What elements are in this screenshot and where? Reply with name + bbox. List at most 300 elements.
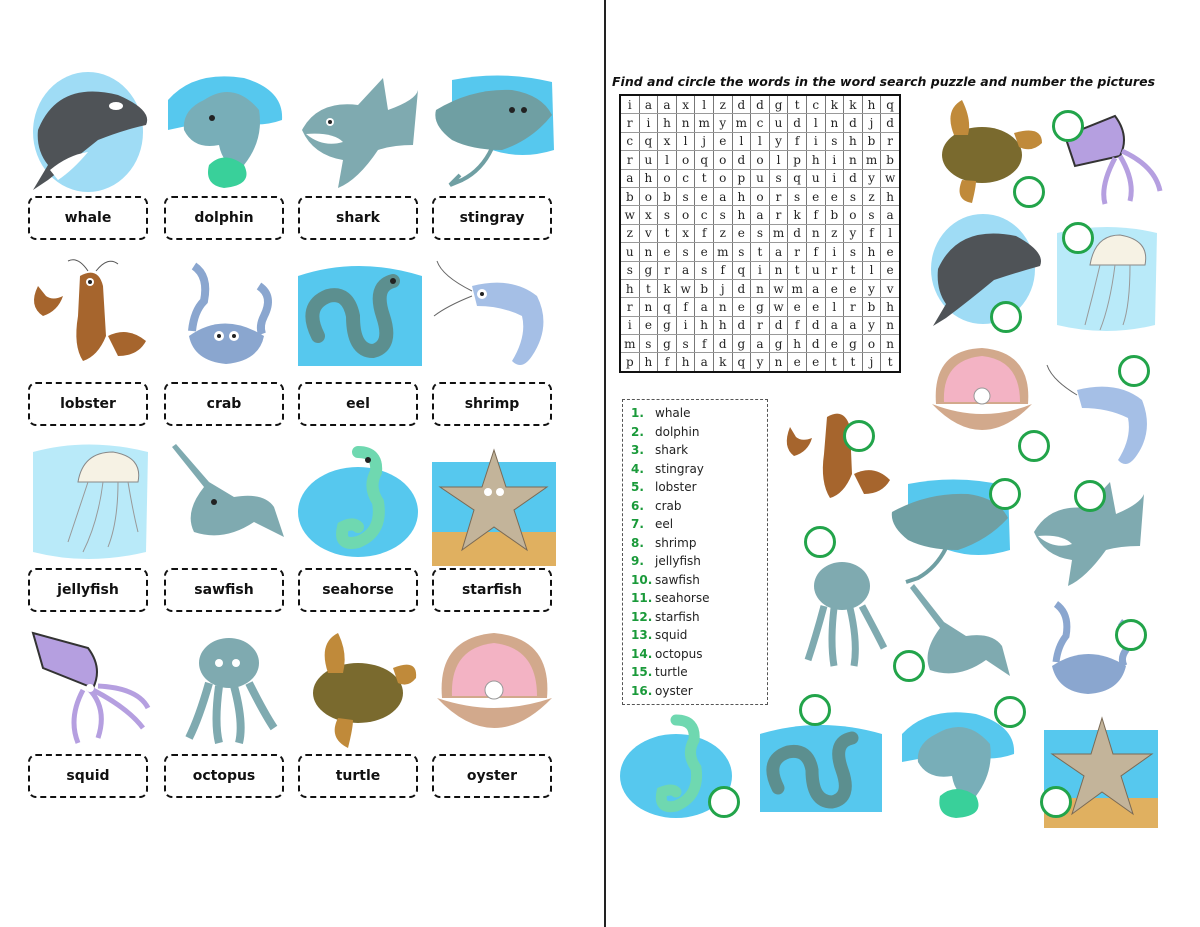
puzzle-letter[interactable]: h — [881, 298, 900, 316]
puzzle-letter[interactable]: a — [695, 298, 714, 316]
puzzle-letter[interactable]: n — [825, 114, 844, 132]
puzzle-letter[interactable]: i — [825, 169, 844, 187]
puzzle-letter[interactable]: w — [881, 169, 900, 187]
puzzle-letter[interactable]: q — [732, 261, 751, 279]
puzzle-letter[interactable]: y — [862, 279, 881, 297]
puzzle-letter[interactable]: e — [732, 298, 751, 316]
word-list-item — [631, 534, 767, 553]
puzzle-letter[interactable]: a — [825, 316, 844, 334]
puzzle-letter[interactable]: i — [751, 261, 770, 279]
puzzle-letter[interactable]: a — [695, 353, 714, 372]
puzzle-letter[interactable]: o — [751, 187, 770, 205]
puzzle-letter[interactable]: i — [639, 114, 658, 132]
card-stingray — [432, 70, 556, 226]
puzzle-letter[interactable]: s — [751, 224, 770, 242]
puzzle-letter[interactable]: d — [769, 316, 788, 334]
page-title: Find and circle the words in the word search puzzle and number the pictures — [612, 74, 1156, 89]
puzzle-letter[interactable]: q — [788, 169, 807, 187]
puzzle-letter[interactable]: g — [658, 335, 677, 353]
puzzle-letter[interactable]: h — [844, 132, 863, 150]
puzzle-row — [620, 261, 900, 279]
puzzle-letter[interactable]: s — [676, 335, 695, 353]
puzzle-letter[interactable]: h — [658, 114, 677, 132]
puzzle-letter[interactable]: o — [751, 151, 770, 169]
puzzle-row — [620, 114, 900, 132]
puzzle-letter[interactable]: g — [751, 298, 770, 316]
puzzle-letter[interactable]: r — [751, 316, 770, 334]
puzzle-letter[interactable]: s — [620, 261, 639, 279]
puzzle-letter[interactable]: k — [713, 353, 732, 372]
puzzle-letter[interactable]: f — [695, 224, 714, 242]
puzzle-letter[interactable]: z — [620, 224, 639, 242]
puzzle-letter[interactable]: h — [806, 151, 825, 169]
puzzle-letter[interactable]: d — [751, 95, 770, 114]
puzzle-letter[interactable]: t — [844, 261, 863, 279]
puzzle-letter[interactable]: r — [788, 243, 807, 261]
word-number: 3. — [631, 443, 644, 458]
number-circle[interactable] — [1074, 480, 1106, 512]
puzzle-letter[interactable]: u — [806, 261, 825, 279]
puzzle-letter[interactable]: b — [695, 279, 714, 297]
puzzle-letter[interactable]: y — [862, 316, 881, 334]
word-text: shark — [655, 443, 689, 458]
puzzle-letter[interactable]: f — [806, 206, 825, 224]
word-text: octopus — [655, 646, 703, 661]
puzzle-letter[interactable]: r — [620, 298, 639, 316]
puzzle-letter[interactable]: e — [825, 187, 844, 205]
puzzle-letter[interactable]: y — [769, 132, 788, 150]
puzzle-letter[interactable]: d — [732, 95, 751, 114]
puzzle-letter[interactable]: a — [844, 316, 863, 334]
puzzle-row — [620, 132, 900, 150]
puzzle-letter[interactable]: v — [881, 279, 900, 297]
puzzle-letter[interactable]: r — [658, 261, 677, 279]
puzzle-letter[interactable]: f — [713, 261, 732, 279]
puzzle-letter[interactable]: e — [658, 243, 677, 261]
puzzle-letter[interactable]: l — [806, 114, 825, 132]
dolphin-icon — [164, 70, 288, 194]
puzzle-letter[interactable]: h — [732, 187, 751, 205]
puzzle-letter[interactable]: n — [676, 114, 695, 132]
shark-icon — [298, 70, 422, 194]
puzzle-letter[interactable]: m — [695, 114, 714, 132]
puzzle-letter[interactable]: t — [844, 353, 863, 372]
puzzle-letter[interactable]: t — [825, 353, 844, 372]
puzzle-letter[interactable]: t — [695, 169, 714, 187]
puzzle-letter[interactable]: o — [713, 151, 732, 169]
puzzle-letter[interactable]: j — [862, 114, 881, 132]
puzzle-letter[interactable]: n — [713, 298, 732, 316]
puzzle-letter[interactable]: e — [806, 353, 825, 372]
word-number: 13. — [631, 628, 653, 643]
puzzle-letter[interactable]: u — [620, 243, 639, 261]
puzzle-letter[interactable]: q — [639, 132, 658, 150]
word-text: shrimp — [655, 535, 697, 550]
puzzle-letter[interactable]: w — [620, 206, 639, 224]
puzzle-letter[interactable]: f — [695, 335, 714, 353]
puzzle-letter[interactable]: l — [862, 261, 881, 279]
puzzle-letter[interactable]: h — [862, 95, 881, 114]
number-circle[interactable] — [893, 650, 925, 682]
puzzle-letter[interactable]: n — [639, 298, 658, 316]
number-circle[interactable] — [804, 526, 836, 558]
puzzle-letter[interactable]: y — [844, 224, 863, 242]
card-label: shark — [298, 196, 418, 240]
puzzle-letter[interactable]: s — [639, 335, 658, 353]
word-search-grid[interactable] — [619, 94, 901, 373]
puzzle-letter[interactable]: w — [769, 298, 788, 316]
puzzle-letter[interactable]: g — [658, 316, 677, 334]
puzzle-letter[interactable]: s — [844, 187, 863, 205]
puzzle-letter[interactable]: n — [769, 261, 788, 279]
puzzle-letter[interactable]: o — [713, 169, 732, 187]
number-circle[interactable] — [1013, 176, 1045, 208]
puzzle-letter[interactable]: n — [806, 224, 825, 242]
oyster-icon — [432, 628, 556, 752]
puzzle-letter[interactable]: l — [732, 132, 751, 150]
puzzle-letter[interactable]: b — [658, 187, 677, 205]
puzzle-letter[interactable]: l — [881, 224, 900, 242]
puzzle-letter[interactable]: r — [825, 261, 844, 279]
word-text: lobster — [655, 480, 697, 495]
puzzle-letter[interactable]: a — [751, 206, 770, 224]
puzzle-letter[interactable]: o — [639, 187, 658, 205]
word-list-item — [631, 589, 767, 608]
puzzle-letter[interactable]: e — [732, 224, 751, 242]
puzzle-letter[interactable]: t — [881, 353, 900, 372]
puzzle-letter[interactable]: s — [732, 243, 751, 261]
puzzle-letter[interactable]: i — [825, 243, 844, 261]
puzzle-letter[interactable]: q — [732, 353, 751, 372]
puzzle-letter[interactable]: d — [881, 114, 900, 132]
puzzle-letter[interactable]: a — [769, 243, 788, 261]
puzzle-letter[interactable]: k — [658, 279, 677, 297]
puzzle-letter[interactable]: a — [676, 261, 695, 279]
puzzle-letter[interactable]: e — [806, 298, 825, 316]
puzzle-letter[interactable]: g — [844, 335, 863, 353]
number-circle[interactable] — [994, 696, 1026, 728]
word-list-item — [631, 497, 767, 516]
puzzle-letter[interactable]: s — [695, 261, 714, 279]
word-list — [622, 399, 768, 705]
number-circle[interactable] — [799, 694, 831, 726]
puzzle-letter[interactable]: k — [788, 206, 807, 224]
puzzle-letter[interactable]: r — [620, 151, 639, 169]
puzzle-letter[interactable]: x — [658, 132, 677, 150]
puzzle-letter[interactable]: e — [844, 279, 863, 297]
puzzle-letter[interactable]: k — [844, 95, 863, 114]
word-list-item — [631, 626, 767, 645]
word-number: 12. — [631, 609, 653, 624]
puzzle-letter[interactable]: u — [769, 114, 788, 132]
card-dolphin — [164, 70, 288, 226]
puzzle-letter[interactable]: w — [769, 279, 788, 297]
puzzle-letter[interactable]: e — [825, 279, 844, 297]
puzzle-letter[interactable]: q — [695, 151, 714, 169]
puzzle-letter[interactable]: d — [732, 151, 751, 169]
puzzle-letter[interactable]: j — [713, 279, 732, 297]
number-circle[interactable] — [843, 420, 875, 452]
puzzle-letter[interactable]: y — [713, 114, 732, 132]
puzzle-letter[interactable]: f — [806, 243, 825, 261]
puzzle-letter[interactable]: m — [862, 151, 881, 169]
puzzle-letter[interactable]: d — [788, 114, 807, 132]
puzzle-letter[interactable]: m — [769, 224, 788, 242]
puzzle-letter[interactable]: i — [620, 95, 639, 114]
puzzle-letter[interactable]: s — [844, 243, 863, 261]
puzzle-letter[interactable]: h — [713, 316, 732, 334]
puzzle-letter[interactable]: p — [788, 151, 807, 169]
number-circle[interactable] — [1040, 786, 1072, 818]
puzzle-row — [620, 335, 900, 353]
word-text: seahorse — [655, 591, 710, 606]
puzzle-letter[interactable]: d — [713, 335, 732, 353]
puzzle-letter[interactable]: h — [732, 206, 751, 224]
word-number: 8. — [631, 535, 644, 550]
puzzle-letter[interactable]: d — [844, 114, 863, 132]
puzzle-letter[interactable]: h — [676, 353, 695, 372]
puzzle-letter[interactable]: o — [676, 151, 695, 169]
puzzle-letter[interactable]: a — [620, 169, 639, 187]
puzzle-letter[interactable]: m — [732, 114, 751, 132]
puzzle-row — [620, 169, 900, 187]
puzzle-letter[interactable]: l — [658, 151, 677, 169]
puzzle-letter[interactable]: t — [751, 243, 770, 261]
puzzle-letter[interactable]: h — [788, 335, 807, 353]
puzzle-letter[interactable]: n — [751, 279, 770, 297]
card-starfish — [432, 442, 556, 598]
card-eel — [298, 256, 422, 412]
word-number: 5. — [631, 480, 644, 495]
puzzle-letter[interactable]: c — [676, 169, 695, 187]
puzzle-letter[interactable]: b — [881, 151, 900, 169]
puzzle-letter[interactable]: l — [695, 95, 714, 114]
puzzle-letter[interactable]: d — [788, 224, 807, 242]
puzzle-letter[interactable]: a — [881, 206, 900, 224]
word-list-item — [631, 441, 767, 460]
puzzle-letter[interactable]: e — [881, 261, 900, 279]
puzzle-letter[interactable]: x — [676, 95, 695, 114]
puzzle-letter[interactable]: d — [732, 316, 751, 334]
puzzle-letter[interactable]: y — [862, 169, 881, 187]
puzzle-letter[interactable]: z — [713, 95, 732, 114]
word-number: 15. — [631, 665, 653, 680]
puzzle-letter[interactable]: s — [862, 206, 881, 224]
puzzle-letter[interactable]: o — [862, 335, 881, 353]
puzzle-letter[interactable]: e — [788, 353, 807, 372]
puzzle-letter[interactable]: h — [639, 169, 658, 187]
puzzle-letter[interactable]: b — [620, 187, 639, 205]
puzzle-letter[interactable]: z — [713, 224, 732, 242]
puzzle-letter[interactable]: u — [639, 151, 658, 169]
number-circle[interactable] — [1052, 110, 1084, 142]
puzzle-letter[interactable]: l — [769, 151, 788, 169]
word-number: 6. — [631, 498, 644, 513]
puzzle-letter[interactable]: e — [825, 335, 844, 353]
seahorse-icon — [298, 442, 422, 566]
puzzle-letter[interactable]: g — [769, 95, 788, 114]
puzzle-letter[interactable]: n — [844, 151, 863, 169]
puzzle-letter[interactable]: s — [676, 243, 695, 261]
word-number: 1. — [631, 406, 644, 421]
puzzle-letter[interactable]: e — [713, 132, 732, 150]
sawfish-icon — [164, 442, 288, 566]
puzzle-letter[interactable]: s — [769, 169, 788, 187]
puzzle-letter[interactable]: d — [844, 169, 863, 187]
shrimp-icon — [432, 256, 556, 380]
puzzle-letter[interactable]: b — [862, 298, 881, 316]
puzzle-letter[interactable]: u — [751, 169, 770, 187]
puzzle-letter[interactable]: a — [639, 95, 658, 114]
number-circle[interactable] — [1115, 619, 1147, 651]
puzzle-letter[interactable]: c — [695, 206, 714, 224]
puzzle-letter[interactable]: f — [658, 353, 677, 372]
puzzle-letter[interactable]: h — [862, 243, 881, 261]
puzzle-letter[interactable]: f — [676, 298, 695, 316]
number-circle[interactable] — [1118, 355, 1150, 387]
puzzle-letter[interactable]: x — [639, 206, 658, 224]
puzzle-letter[interactable]: v — [639, 224, 658, 242]
puzzle-letter[interactable]: q — [881, 95, 900, 114]
puzzle-letter[interactable]: t — [788, 261, 807, 279]
puzzle-letter[interactable]: o — [844, 206, 863, 224]
puzzle-letter[interactable]: m — [713, 243, 732, 261]
puzzle-letter[interactable]: a — [658, 95, 677, 114]
puzzle-letter[interactable]: l — [825, 298, 844, 316]
crab-icon — [164, 256, 288, 380]
puzzle-letter[interactable]: n — [639, 243, 658, 261]
puzzle-letter[interactable]: d — [806, 316, 825, 334]
card-label: seahorse — [298, 568, 418, 612]
puzzle-letter[interactable]: m — [620, 335, 639, 353]
puzzle-letter[interactable]: a — [713, 187, 732, 205]
card-octopus — [164, 628, 288, 784]
word-number: 4. — [631, 461, 644, 476]
puzzle-letter[interactable]: h — [620, 279, 639, 297]
puzzle-letter[interactable]: t — [658, 224, 677, 242]
puzzle-letter[interactable]: z — [825, 224, 844, 242]
puzzle-letter[interactable]: a — [751, 335, 770, 353]
word-number: 2. — [631, 424, 644, 439]
puzzle-letter[interactable]: t — [788, 95, 807, 114]
number-circle[interactable] — [989, 478, 1021, 510]
puzzle-letter[interactable]: b — [825, 206, 844, 224]
puzzle-letter[interactable]: e — [806, 187, 825, 205]
puzzle-letter[interactable]: u — [806, 169, 825, 187]
card-crab — [164, 256, 288, 412]
puzzle-letter[interactable]: r — [769, 206, 788, 224]
number-circle[interactable] — [708, 786, 740, 818]
word-number: 16. — [631, 683, 653, 698]
puzzle-letter[interactable]: f — [788, 316, 807, 334]
puzzle-letter[interactable]: c — [806, 95, 825, 114]
puzzle-letter[interactable]: p — [620, 353, 639, 372]
card-seahorse — [298, 442, 422, 598]
word-list-item — [631, 552, 767, 571]
puzzle-letter[interactable]: d — [732, 279, 751, 297]
puzzle-letter[interactable]: g — [639, 261, 658, 279]
puzzle-letter[interactable]: e — [881, 243, 900, 261]
puzzle-letter[interactable]: i — [825, 151, 844, 169]
puzzle-letter[interactable]: i — [676, 316, 695, 334]
sawfish-icon — [902, 584, 1012, 700]
puzzle-letter[interactable]: f — [788, 132, 807, 150]
puzzle-letter[interactable]: i — [806, 132, 825, 150]
puzzle-letter[interactable]: e — [639, 316, 658, 334]
card-whale — [28, 70, 152, 226]
puzzle-letter[interactable]: o — [676, 206, 695, 224]
puzzle-letter[interactable]: c — [620, 132, 639, 150]
puzzle-letter[interactable]: x — [676, 224, 695, 242]
puzzle-letter[interactable]: j — [862, 353, 881, 372]
word-text: oyster — [655, 683, 693, 698]
puzzle-letter[interactable]: j — [695, 132, 714, 150]
card-oyster — [432, 628, 556, 784]
card-turtle — [298, 628, 422, 784]
puzzle-letter[interactable]: l — [676, 132, 695, 150]
puzzle-letter[interactable]: y — [751, 353, 770, 372]
word-number: 7. — [631, 517, 644, 532]
word-list-item — [631, 682, 767, 701]
puzzle-letter[interactable]: q — [658, 298, 677, 316]
number-circle[interactable] — [1062, 222, 1094, 254]
puzzle-letter[interactable]: f — [862, 224, 881, 242]
puzzle-letter[interactable]: r — [844, 298, 863, 316]
octopus-icon — [792, 536, 892, 670]
puzzle-letter[interactable]: c — [751, 114, 770, 132]
puzzle-letter[interactable]: e — [788, 298, 807, 316]
puzzle-letter[interactable]: p — [732, 169, 751, 187]
puzzle-letter[interactable]: z — [862, 187, 881, 205]
puzzle-letter[interactable]: m — [788, 279, 807, 297]
puzzle-letter[interactable]: s — [713, 206, 732, 224]
puzzle-letter[interactable]: n — [769, 353, 788, 372]
puzzle-letter[interactable]: k — [825, 95, 844, 114]
puzzle-letter[interactable]: w — [676, 279, 695, 297]
puzzle-letter[interactable]: e — [695, 243, 714, 261]
puzzle-letter[interactable]: r — [620, 114, 639, 132]
puzzle-letter[interactable]: s — [658, 206, 677, 224]
puzzle-letter[interactable]: r — [881, 132, 900, 150]
puzzle-letter[interactable]: h — [695, 316, 714, 334]
puzzle-letter[interactable]: s — [788, 187, 807, 205]
puzzle-letter[interactable]: h — [639, 353, 658, 372]
puzzle-row — [620, 206, 900, 224]
puzzle-letter[interactable]: l — [751, 132, 770, 150]
puzzle-letter[interactable]: b — [862, 132, 881, 150]
card-shrimp — [432, 256, 556, 412]
puzzle-letter[interactable]: d — [806, 335, 825, 353]
puzzle-letter[interactable]: r — [769, 187, 788, 205]
puzzle-letter[interactable]: e — [695, 187, 714, 205]
puzzle-letter[interactable]: s — [676, 187, 695, 205]
puzzle-letter[interactable]: a — [806, 279, 825, 297]
puzzle-letter[interactable]: n — [881, 316, 900, 334]
puzzle-row — [620, 151, 900, 169]
word-number: 11. — [631, 591, 653, 606]
puzzle-letter[interactable]: h — [881, 187, 900, 205]
puzzle-letter[interactable]: s — [825, 132, 844, 150]
puzzle-letter[interactable]: t — [639, 279, 658, 297]
whale-icon — [28, 70, 152, 194]
number-circle[interactable] — [990, 301, 1022, 333]
puzzle-letter[interactable]: g — [769, 335, 788, 353]
puzzle-letter[interactable]: g — [732, 335, 751, 353]
card-label: squid — [28, 754, 148, 798]
puzzle-letter[interactable]: n — [881, 335, 900, 353]
puzzle-letter[interactable]: i — [620, 316, 639, 334]
puzzle-letter[interactable]: o — [658, 169, 677, 187]
